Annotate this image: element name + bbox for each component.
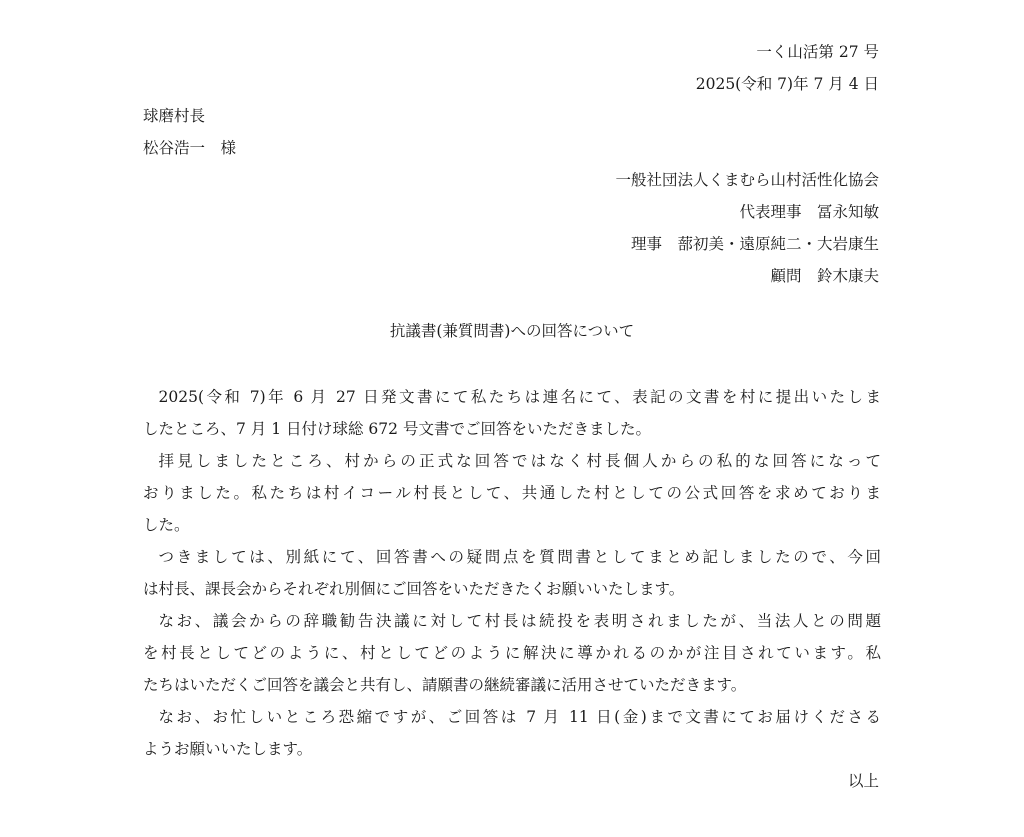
body-line: たちはいただくご回答を議会と共有し、請願書の継続審議に活用させていただきます。 — [143, 676, 747, 694]
body-line: した。 — [143, 516, 190, 534]
body-line: 拝見しましたところ、村からの正式な回答ではなく村長個人からの私的な回答になって — [158, 452, 881, 470]
body-line: は村長、課長会からそれぞれ別個にご回答をいただきたくお願いいたします。 — [143, 580, 685, 598]
sender-advisor: 顧問 鈴木康夫 — [770, 267, 879, 285]
body-line: 2025(令和 7)年 6 月 27 日発文書にて私たちは連名にて、表記の文書を村に提出いたしま — [158, 388, 881, 406]
body-line: おりました。私たちは村イコール村長として、共通した村としての公式回答を求めておりま — [143, 484, 881, 502]
document-number: 一く山活第 27 号 — [756, 43, 879, 61]
body-line: したところ、7 月 1 日付け球総 672 号文書でご回答をいただきました。 — [143, 420, 651, 438]
body-line: つきましては、別紙にて、回答書への疑問点を質問書としてまとめ記しましたので、今回 — [158, 548, 881, 566]
recipient-org: 球磨村長 — [143, 107, 206, 125]
recipient-name: 松谷浩一 様 — [143, 139, 237, 157]
sender-representative: 代表理事 冨永知敏 — [739, 203, 879, 221]
document-title: 抗議書(兼質問書)への回答について — [389, 322, 635, 340]
body-line: なお、お忙しいところ恐縮ですが、ご回答は 7 月 11 日(金)まで文書にてお届けくださる — [158, 708, 881, 726]
sender-directors: 理事 蔀初美・遠原純二・大岩康生 — [630, 235, 879, 253]
sender-org: 一般社団法人くまむら山村活性化協会 — [615, 171, 879, 189]
body-line: ようお願いいたします。 — [143, 740, 313, 758]
body-line: を村長としてどのように、村としてどのように解決に導かれるのかが注目されています。私 — [143, 644, 881, 662]
body-line: なお、議会からの辞職勧告決議に対して村長は続投を表明されましたが、当法人との問題 — [158, 612, 881, 630]
closing-text: 以上 — [847, 772, 879, 790]
document-date: 2025(令和 7)年 7 月 4 日 — [695, 75, 879, 93]
